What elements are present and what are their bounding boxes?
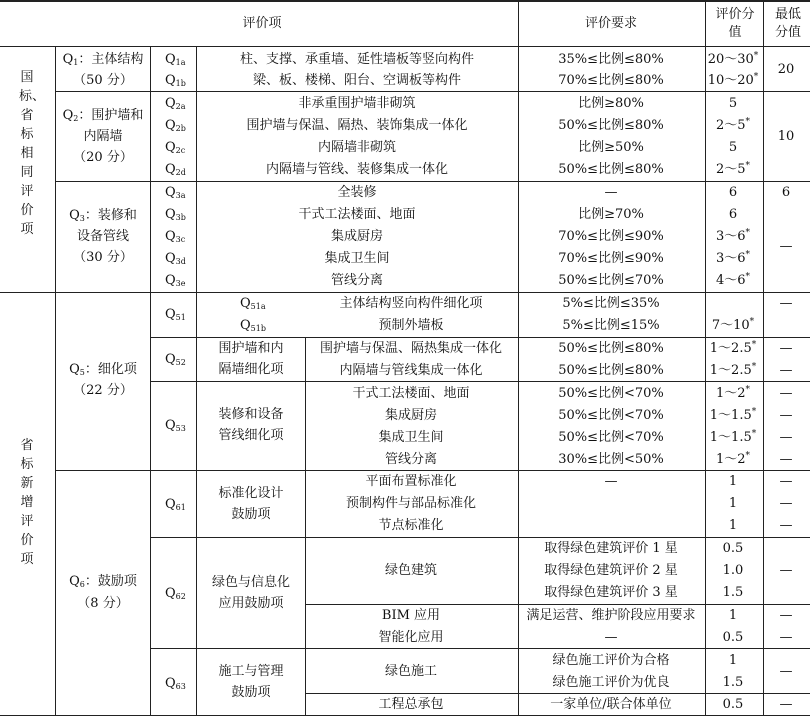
code-col-divider-lower bbox=[196, 292, 197, 716]
q53-name-line1: 装修和设备 bbox=[218, 407, 284, 422]
q2b-desc: 围护墙与保温、隔热、装饰集成一体化 bbox=[246, 118, 468, 133]
q61-row2-desc: 预制构件与部品标准化 bbox=[345, 496, 477, 511]
q1b-score: 10～20* bbox=[707, 72, 759, 88]
q1b-req: 70%≤比例≤80% bbox=[558, 73, 664, 88]
q3-min-a: 6 bbox=[781, 185, 791, 200]
header-bottom-rule bbox=[0, 46, 810, 47]
q53-row3-min: — bbox=[779, 430, 793, 445]
q52-row1-score: 1～2.5* bbox=[709, 340, 757, 356]
q63-name-line1: 施工与管理 bbox=[218, 664, 284, 679]
q51a-desc: 主体结构竖向构件细化项 bbox=[339, 296, 483, 311]
q3a-score: 6 bbox=[728, 185, 738, 200]
table-bottom-border bbox=[0, 715, 810, 716]
q63-green-min: — bbox=[779, 664, 793, 679]
q52-name-line1: 围护墙和内 bbox=[218, 341, 284, 356]
q62-smart-min: — bbox=[779, 630, 793, 645]
q1-bottom-rule bbox=[55, 91, 810, 92]
q53-row1-min: — bbox=[779, 386, 793, 401]
q61-req: — bbox=[604, 474, 618, 489]
q51b-desc: 预制外墙板 bbox=[378, 318, 444, 333]
code-col-divider-upper bbox=[196, 46, 197, 293]
q61-row1-desc: 平面布置标准化 bbox=[365, 474, 457, 489]
q63-code: $Q_{63}$ bbox=[165, 676, 186, 691]
q2d-req: 50%≤比例≤80% bbox=[558, 162, 664, 177]
min-col-divider bbox=[763, 0, 764, 716]
q51b-code: $Q_{51b}$ bbox=[240, 318, 266, 333]
q2b-score: 2～5* bbox=[715, 117, 751, 133]
header-min-score: 最低分值 bbox=[774, 7, 801, 40]
q62-bottom-rule bbox=[150, 648, 810, 649]
q63-epc-req: 一家单位/联合体单位 bbox=[550, 697, 672, 712]
q6-name: $Q_6$：鼓励项 bbox=[69, 574, 137, 589]
q3b-desc: 干式工法楼面、地面 bbox=[298, 207, 416, 222]
green-bottom-rule bbox=[305, 604, 810, 605]
q61-row3-min: — bbox=[779, 518, 793, 533]
q61-row3-score: 1 bbox=[728, 518, 738, 533]
q52-code: $Q_{52}$ bbox=[165, 352, 186, 367]
q62-name-line1: 绿色与信息化 bbox=[211, 575, 291, 590]
q61-bottom-rule bbox=[150, 537, 810, 538]
q3c-desc: 集成厨房 bbox=[330, 229, 384, 244]
q61-row2-score: 1 bbox=[728, 496, 738, 511]
q1a-req: 35%≤比例≤80% bbox=[558, 52, 664, 67]
q3b-req: 比例≥70% bbox=[578, 207, 644, 222]
q53-row2-score: 1～1.5* bbox=[709, 407, 757, 423]
q52-row2-req: 50%≤比例≤80% bbox=[558, 363, 664, 378]
q52-row2-min: — bbox=[779, 363, 793, 378]
q62-bim-desc: BIM 应用 bbox=[381, 608, 441, 623]
q1-name: $Q_1$：主体结构 bbox=[62, 52, 144, 67]
q52-name-line2: 隔墙细化项 bbox=[218, 362, 284, 377]
q62-green-score-3: 1.5 bbox=[722, 585, 744, 600]
subitem-col-divider bbox=[305, 337, 306, 716]
q61-name-line2: 鼓励项 bbox=[231, 507, 271, 522]
q3e-code: $Q_{3e}$ bbox=[165, 273, 186, 288]
table-top-border bbox=[0, 0, 810, 2]
q62-green-min: — bbox=[779, 563, 793, 578]
q3a-code: $Q_{3a}$ bbox=[165, 185, 186, 200]
q63-green-req-2: 绿色施工评价为优良 bbox=[552, 675, 670, 690]
q2-bottom-rule bbox=[55, 181, 810, 182]
q5-points: （22 分） bbox=[73, 383, 133, 398]
q3c-score: 3～6* bbox=[715, 228, 751, 244]
q63-epc-score: 0.5 bbox=[722, 697, 744, 712]
green-construction-bottom-rule bbox=[305, 693, 810, 694]
q3b-score: 6 bbox=[728, 207, 738, 222]
q61-row1-min: — bbox=[779, 474, 793, 489]
q63-name-line2: 鼓励项 bbox=[231, 685, 271, 700]
q2b-req: 50%≤比例≤80% bbox=[558, 118, 664, 133]
q62-smart-desc: 智能化应用 bbox=[378, 630, 444, 645]
q62-smart-req: — bbox=[604, 630, 618, 645]
q3c-code: $Q_{3c}$ bbox=[165, 229, 186, 244]
q53-row4-req: 30%≤比例<50% bbox=[558, 452, 664, 467]
q2d-score: 2～5* bbox=[715, 161, 751, 177]
name-col-divider bbox=[150, 46, 151, 716]
q3b-code: $Q_{3b}$ bbox=[165, 207, 186, 222]
q62-smart-score: 0.5 bbox=[722, 630, 744, 645]
q53-row3-score: 1～1.5* bbox=[709, 429, 757, 445]
q52-row1-min: — bbox=[779, 341, 793, 356]
q3e-desc: 管线分离 bbox=[330, 273, 384, 288]
q2c-desc: 内隔墙非砌筑 bbox=[317, 140, 397, 155]
q3d-score: 3～6* bbox=[715, 250, 751, 266]
q3-name-line2: 设备管线 bbox=[76, 229, 130, 244]
q53-row3-desc: 集成卫生间 bbox=[378, 430, 444, 445]
q2c-score: 5 bbox=[728, 140, 738, 155]
q1b-desc: 梁、板、楼梯、阳台、空调板等构件 bbox=[252, 73, 462, 88]
q3d-req: 70%≤比例≤90% bbox=[558, 251, 664, 266]
q51a-req: 5%≤比例≤35% bbox=[562, 296, 660, 311]
q3-points: （30 分） bbox=[73, 250, 133, 265]
q53-row3-req: 50%≤比例<70% bbox=[558, 430, 664, 445]
q2c-code: $Q_{2c}$ bbox=[165, 140, 186, 155]
q62-green-req-2: 取得绿色建筑评价 2 星 bbox=[544, 563, 678, 578]
q62-bim-req: 满足运营、维护阶段应用要求 bbox=[526, 608, 696, 623]
q2c-req: 比例≥50% bbox=[578, 140, 644, 155]
q62-green-desc: 绿色建筑 bbox=[384, 563, 438, 578]
q61-row3-desc: 节点标准化 bbox=[378, 518, 444, 533]
q61-name-line1: 标准化设计 bbox=[218, 486, 284, 501]
group-divider-rule bbox=[0, 292, 810, 293]
q63-epc-desc: 工程总承包 bbox=[378, 697, 444, 712]
q1-min: 20 bbox=[777, 62, 795, 77]
q5-bottom-rule bbox=[55, 470, 810, 471]
q61-row1-score: 1 bbox=[728, 474, 738, 489]
q53-row1-req: 50%≤比例<70% bbox=[558, 386, 664, 401]
q51-score: 7～10* bbox=[711, 317, 755, 333]
header-score: 评价分值 bbox=[715, 7, 755, 40]
q51-bottom-rule bbox=[150, 337, 810, 338]
q1-points: （50 分） bbox=[73, 73, 133, 88]
q3-name: $Q_3$：装修和 bbox=[69, 208, 137, 223]
q62-green-req-1: 取得绿色建筑评价 1 星 bbox=[544, 541, 678, 556]
q3d-desc: 集成卫生间 bbox=[324, 251, 390, 266]
q51-min: — bbox=[779, 296, 793, 311]
q51b-req: 5%≤比例≤15% bbox=[562, 318, 660, 333]
q53-name-line2: 管线细化项 bbox=[218, 428, 284, 443]
q62-code: $Q_{62}$ bbox=[165, 586, 186, 601]
q53-row2-min: — bbox=[779, 408, 793, 423]
q61-row2-min: — bbox=[779, 496, 793, 511]
q1a-code: $Q_{1a}$ bbox=[165, 52, 186, 67]
q62-green-score-2: 1.0 bbox=[722, 563, 744, 578]
q2-name-line2: 内隔墙 bbox=[83, 129, 123, 144]
q1a-desc: 柱、支撑、承重墙、延性墙板等竖向构件 bbox=[239, 52, 475, 67]
q63-epc-min: — bbox=[779, 697, 793, 712]
group-national-label: 国标、省标相同评价项 bbox=[19, 70, 46, 237]
q2-min: 10 bbox=[777, 129, 795, 144]
q61-code: $Q_{61}$ bbox=[165, 497, 186, 512]
q2b-code: $Q_{2b}$ bbox=[165, 118, 186, 133]
group-col-divider bbox=[55, 46, 56, 716]
q52-row1-req: 50%≤比例≤80% bbox=[558, 341, 664, 356]
q52-row1-desc: 围护墙与保温、隔热集成一体化 bbox=[319, 341, 503, 356]
q63-green-score-1: 1 bbox=[728, 653, 738, 668]
q3d-code: $Q_{3d}$ bbox=[165, 251, 186, 266]
q62-green-score-1: 0.5 bbox=[722, 541, 744, 556]
q53-row1-desc: 干式工法楼面、地面 bbox=[352, 386, 470, 401]
q53-row1-score: 1～2* bbox=[715, 385, 751, 401]
group-province-label: 省标新增评价项 bbox=[20, 438, 34, 567]
q3c-req: 70%≤比例≤90% bbox=[558, 229, 664, 244]
q63-green-desc: 绿色施工 bbox=[384, 664, 438, 679]
q2a-code: $Q_{2a}$ bbox=[165, 96, 186, 111]
q62-name-line2: 应用鼓励项 bbox=[218, 596, 284, 611]
q2-points: （20 分） bbox=[73, 150, 133, 165]
q52-row2-score: 1～2.5* bbox=[709, 362, 757, 378]
q3e-score: 4～6* bbox=[715, 272, 751, 288]
q2-name: $Q_2$：围护墙和 bbox=[62, 108, 144, 123]
q62-bim-score: 1 bbox=[728, 608, 738, 623]
q3-min-b: — bbox=[779, 239, 793, 254]
q3a-req: — bbox=[604, 185, 618, 200]
q5-name: $Q_5$：细化项 bbox=[69, 362, 137, 377]
q62-green-req-3: 取得绿色建筑评价 3 星 bbox=[544, 585, 678, 600]
q52-bottom-rule bbox=[150, 381, 810, 382]
q62-bim-min: — bbox=[779, 608, 793, 623]
q53-row4-score: 1～2* bbox=[715, 451, 751, 467]
header-item: 评价项 bbox=[242, 16, 282, 31]
q3a-desc: 全装修 bbox=[337, 185, 377, 200]
q53-row2-req: 50%≤比例<70% bbox=[558, 408, 664, 423]
q6-points: （8 分） bbox=[77, 596, 129, 611]
q51a-code: $Q_{51a}$ bbox=[240, 296, 266, 311]
q2a-desc: 非承重围护墙非砌筑 bbox=[298, 96, 416, 111]
q2a-req: 比例≥80% bbox=[578, 96, 644, 111]
score-col-divider bbox=[705, 0, 706, 716]
q1b-code: $Q_{1b}$ bbox=[165, 73, 186, 88]
q51-code: $Q_{51}$ bbox=[165, 307, 186, 322]
q63-green-req-1: 绿色施工评价为合格 bbox=[552, 653, 670, 668]
q2d-desc: 内隔墙与管线、装修集成一体化 bbox=[265, 162, 449, 177]
requirement-col-divider bbox=[518, 0, 519, 716]
q53-row4-desc: 管线分离 bbox=[384, 452, 438, 467]
q53-code: $Q_{53}$ bbox=[165, 418, 186, 433]
q1a-score: 20～30* bbox=[707, 51, 759, 67]
q52-row2-desc: 内隔墙与管线集成一体化 bbox=[339, 363, 483, 378]
header-requirement: 评价要求 bbox=[584, 16, 638, 31]
q63-green-score-2: 1.5 bbox=[722, 675, 744, 690]
q3e-req: 50%≤比例≤70% bbox=[558, 273, 664, 288]
q2a-score: 5 bbox=[728, 96, 738, 111]
q2d-code: $Q_{2d}$ bbox=[165, 162, 186, 177]
q53-row2-desc: 集成厨房 bbox=[384, 408, 438, 423]
q53-row4-min: — bbox=[779, 452, 793, 467]
